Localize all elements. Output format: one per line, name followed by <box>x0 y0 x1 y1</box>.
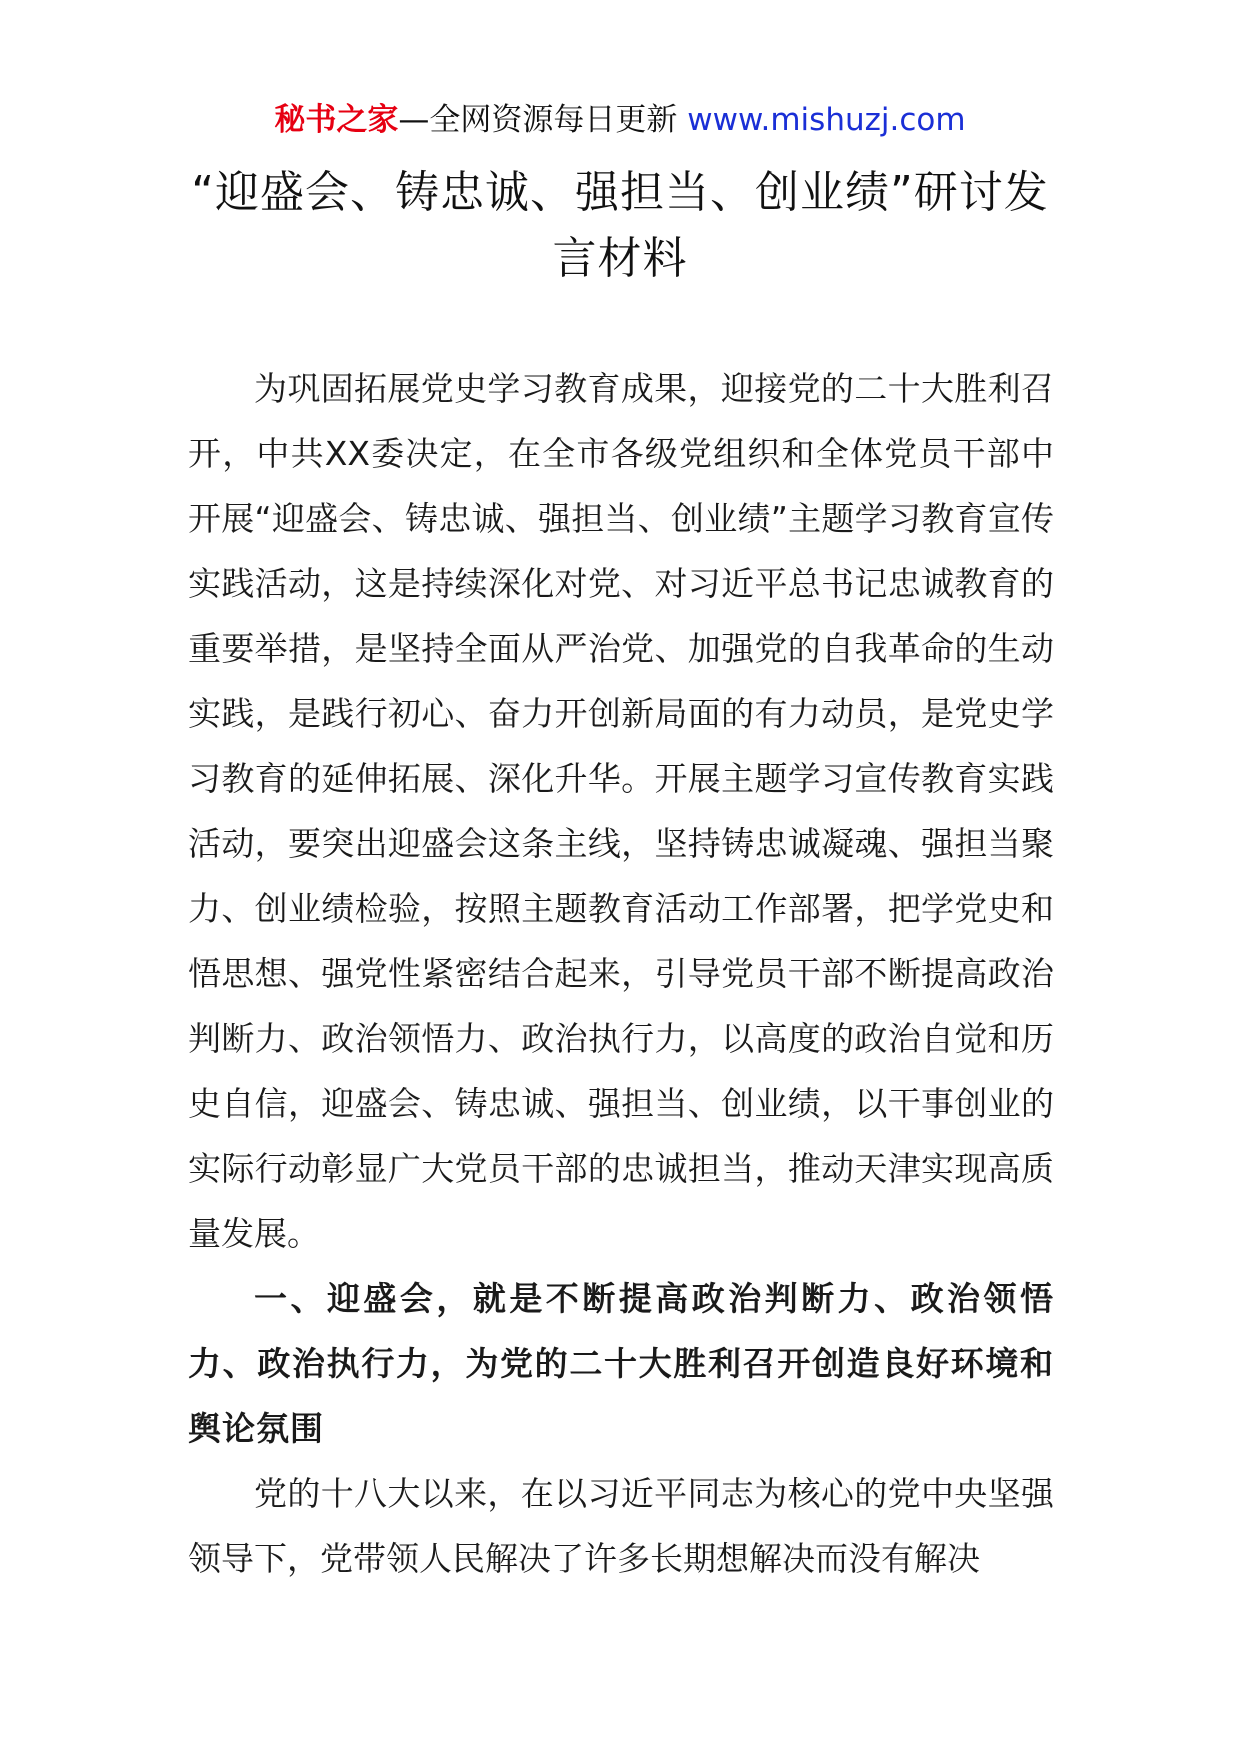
intro-paragraph: 为巩固拓展党史学习教育成果，迎接党的二十大胜利召开，中共XX委决定，在全市各级党组织和全体党员干部中开展“迎盛会、铸忠诚、强担当、创业绩”主题学习教育宣传实践活动，这是持续深化对党、对习近平总书记忠诚教育的重要举措，是坚持全面从严治党、加强党的自我革命的生动实践，是践行初心、奋力开创新局面的有力动员，是党史学习教育的延伸拓展、深化升华。开展主题学习宣传教育实践活动，要突出迎盛会这条主线，坚持铸忠诚凝魂、强担当聚力、创业绩检验，按照主题教育活动工作部署，把学党史和悟思想、强党性紧密结合起来，引导党员干部不断提高政治判断力、政治领悟力、政治执行力，以高度的政治自觉和历史自信，迎盛会、铸忠诚、强担当、创业绩，以干事创业的实际行动彰显广大党员干部的忠诚担当，推动天津实现高质量发展。 <box>188 369 1054 1253</box>
document-body <box>188 356 1054 1591</box>
site-brand-name[interactable]: 秘书之家 <box>274 102 399 138</box>
site-url-link[interactable]: www.mishuzj.com <box>687 102 966 138</box>
document-title: “迎盛会、铸忠诚、强担当、创业绩”研讨发言材料 <box>191 167 1049 284</box>
site-header-banner <box>0 100 1240 140</box>
section-paragraph-1: 党的十八大以来，在以习近平同志为核心的党中央坚强领导下，党带领人民解决了许多长期想解决而没有解决 <box>188 1474 1054 1578</box>
section-heading-1: 一、迎盛会，就是不断提高政治判断力、政治领悟力、政治执行力，为党的二十大胜利召开创造良好环境和舆论氛围 <box>188 1279 1054 1448</box>
site-tagline: —全网资源每日更新 <box>398 102 678 138</box>
